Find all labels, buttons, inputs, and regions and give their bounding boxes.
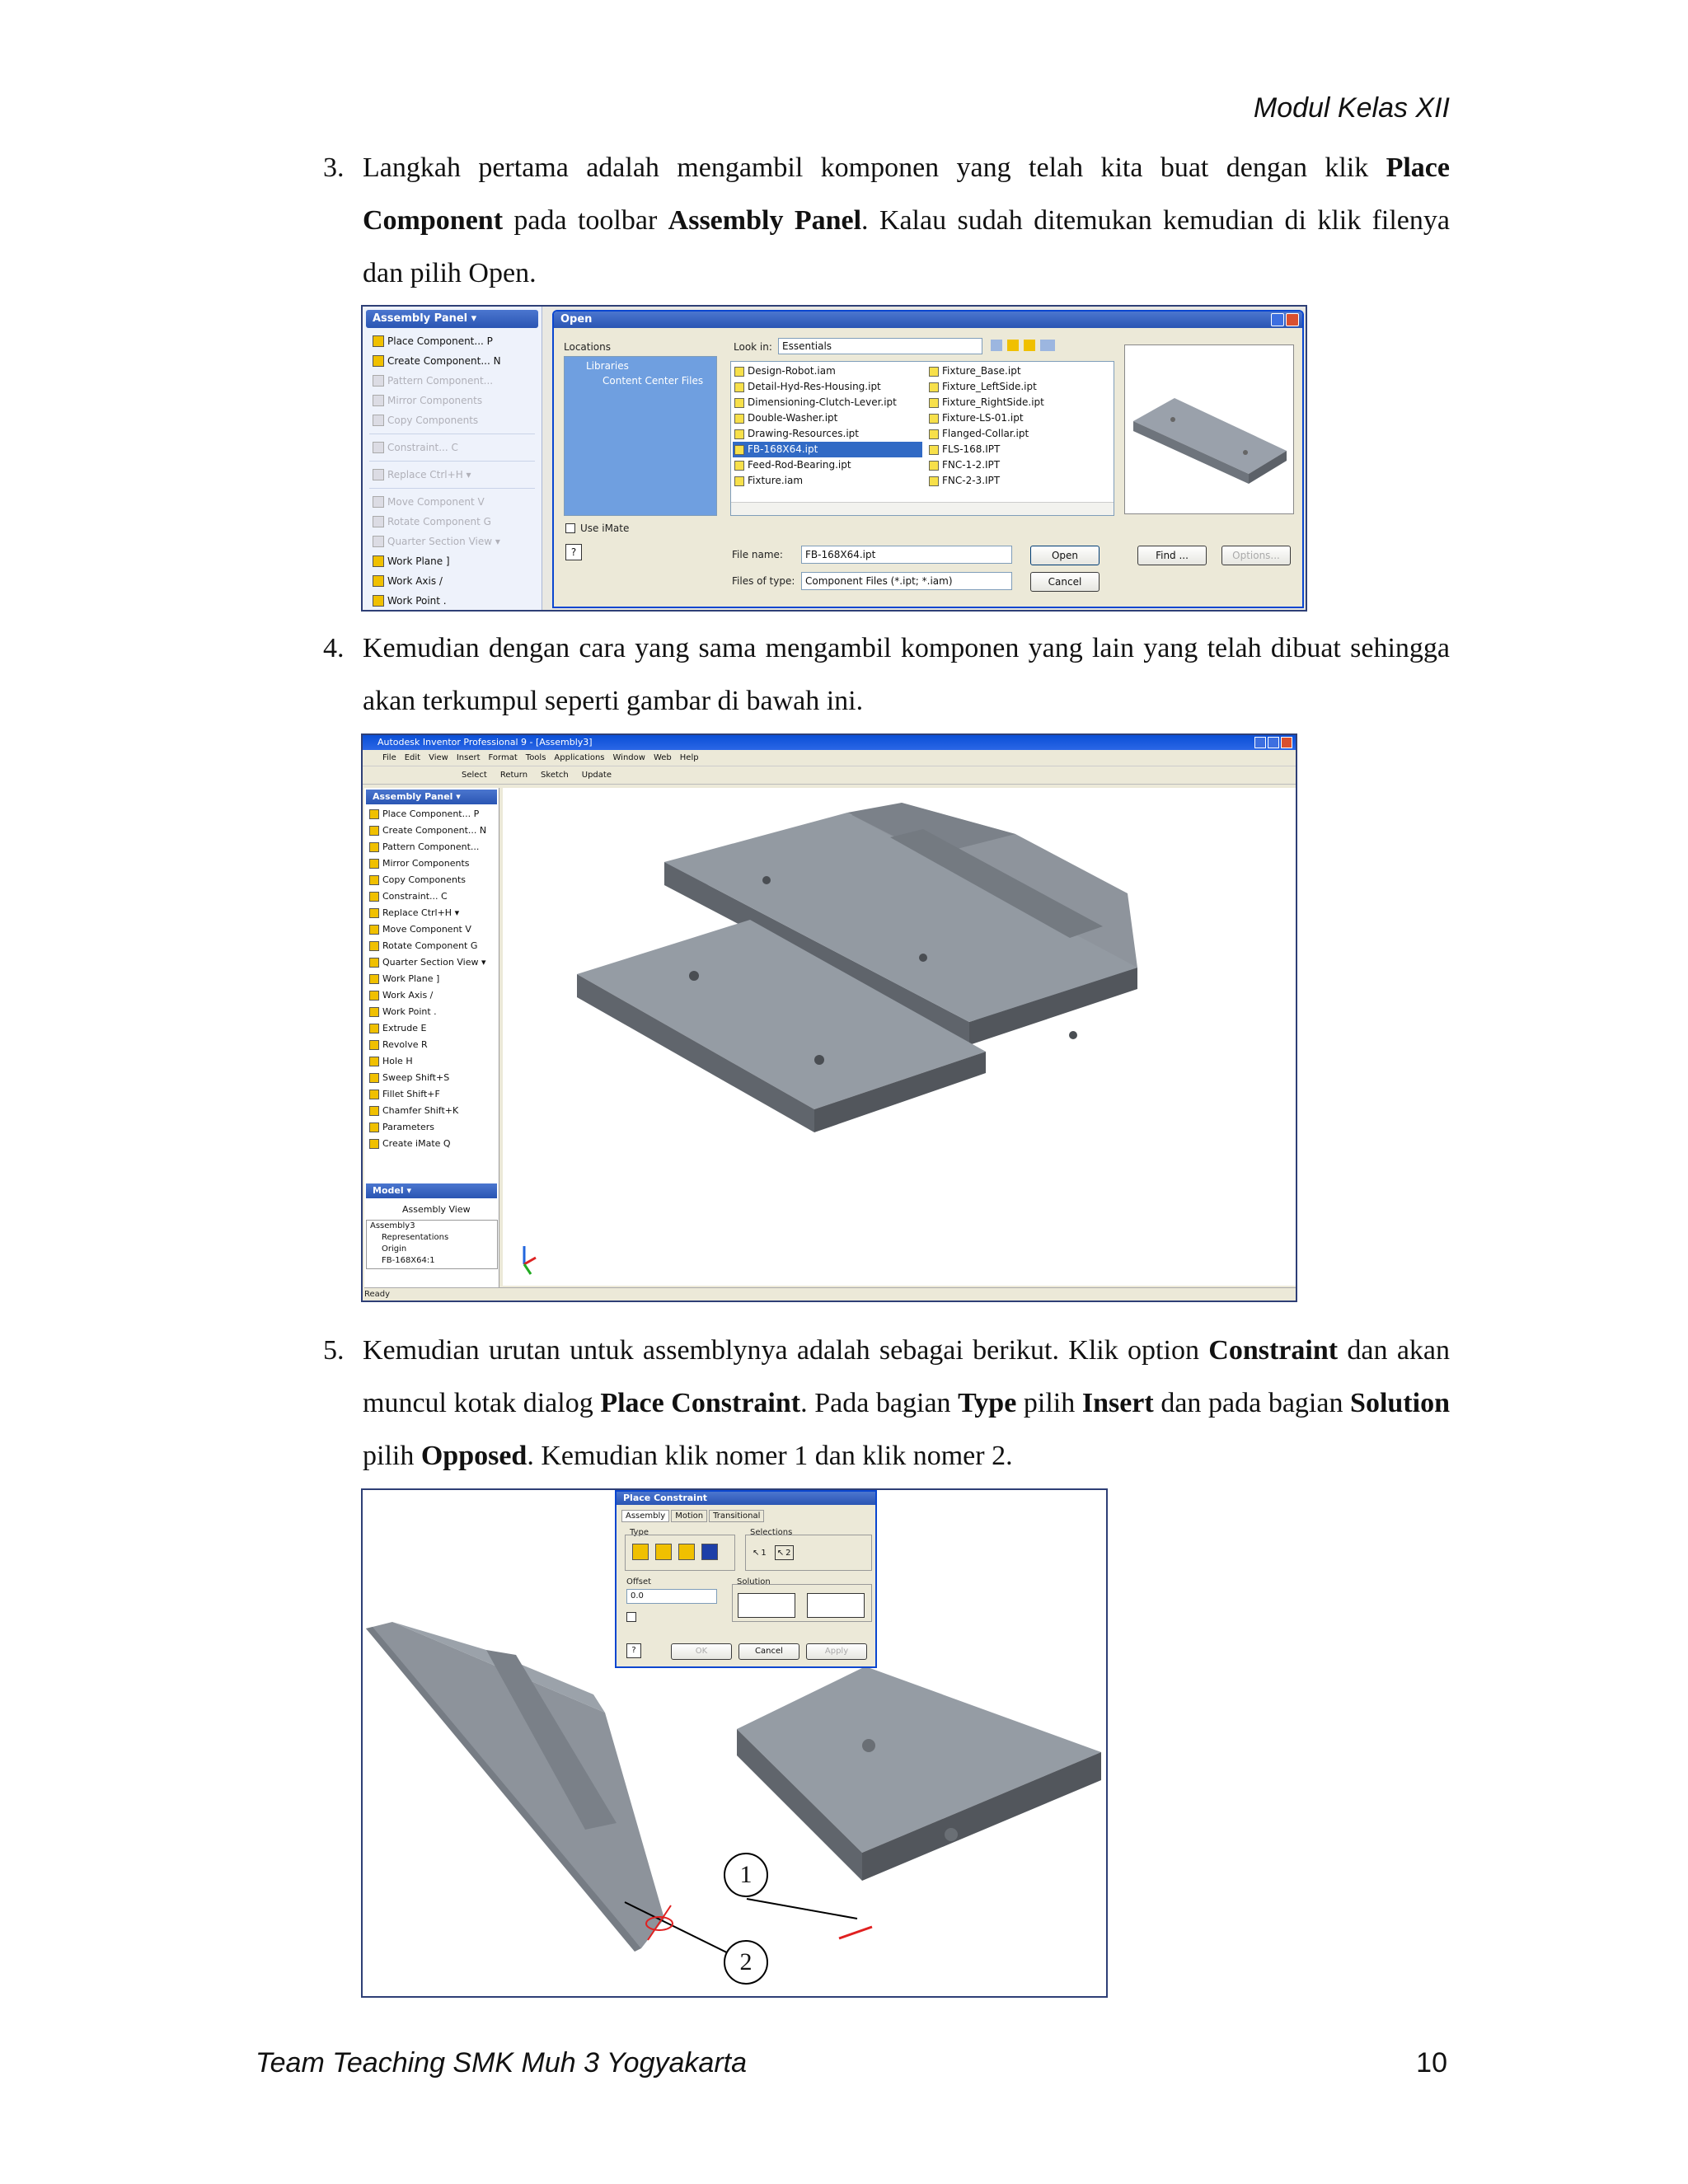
- file-name: Drawing-Resources.ipt: [748, 428, 859, 439]
- separator: [369, 461, 535, 462]
- back-icon[interactable]: [991, 340, 1002, 351]
- tree-node[interactable]: [367, 1232, 497, 1244]
- panel-title[interactable]: Assembly Panel ▾: [366, 310, 538, 328]
- file-name: FB-168X64.ipt: [748, 443, 818, 455]
- panel-item-label: Place Component... P: [387, 335, 493, 347]
- type-group: [625, 1535, 735, 1571]
- panel-item[interactable]: [364, 1103, 499, 1119]
- close-icon[interactable]: [1281, 737, 1292, 748]
- help-icon[interactable]: ?: [626, 1643, 641, 1658]
- panel-item-label: Quarter Section View ▾: [382, 957, 486, 968]
- file-icon: [929, 382, 939, 392]
- panel-item[interactable]: [364, 971, 499, 987]
- open-dialog: [552, 310, 1304, 608]
- file-name: Fixture_LeftSide.ipt: [942, 381, 1037, 392]
- inventor-window-screenshot: [361, 733, 1297, 1302]
- tree-node-label: Representations: [382, 1233, 449, 1242]
- file-item[interactable]: [927, 457, 1109, 473]
- offset-label: Offset: [626, 1577, 652, 1586]
- toolbar-button[interactable]: Return: [499, 771, 528, 780]
- file-name-input[interactable]: FB-168X64.ipt: [801, 546, 1012, 564]
- tool-icon: [373, 555, 384, 567]
- panel-item[interactable]: [364, 954, 499, 971]
- tool-icon: [369, 908, 379, 918]
- new-folder-icon[interactable]: [1024, 340, 1035, 351]
- offset-input[interactable]: 0.0: [626, 1589, 717, 1604]
- tangent-type-icon[interactable]: [678, 1544, 695, 1560]
- panel-item[interactable]: [364, 806, 499, 823]
- menu-item[interactable]: Insert: [456, 753, 481, 762]
- file-name: FLS-168.IPT: [942, 443, 1001, 455]
- text-run: Langkah pertama adalah mengambil komponen yang telah kita buat dengan klik: [363, 152, 1386, 183]
- panel-item-label: Copy Components: [387, 415, 479, 426]
- panel-item[interactable]: [364, 1037, 499, 1053]
- file-item[interactable]: [733, 442, 922, 457]
- assembly-parts-view: [503, 788, 1296, 1286]
- panel-item[interactable]: [363, 492, 542, 512]
- tool-icon: [373, 496, 384, 508]
- solution-label: Solution: [737, 1577, 771, 1586]
- file-icon: [734, 414, 744, 424]
- panel-item[interactable]: [364, 905, 499, 921]
- file-item[interactable]: [733, 410, 922, 426]
- panel-item[interactable]: [363, 371, 542, 391]
- tool-icon: [373, 415, 384, 426]
- tool-icon: [369, 1007, 379, 1017]
- file-name: Detail-Hyd-Res-Housing.ipt: [748, 381, 881, 392]
- open-button[interactable]: Open: [1030, 546, 1100, 565]
- menu-item[interactable]: Applications: [554, 753, 605, 762]
- panel-item-label: Place Component... P: [382, 808, 480, 819]
- tool-icon: [369, 925, 379, 935]
- tab-assembly[interactable]: Assembly: [621, 1510, 669, 1522]
- panel-item-label: Quarter Section View ▾: [387, 536, 500, 547]
- aligned-solution-button[interactable]: [807, 1593, 865, 1618]
- panel-item[interactable]: [364, 888, 499, 905]
- bold-term: Insert: [1081, 1388, 1154, 1418]
- panel-item[interactable]: [364, 1119, 499, 1136]
- step-text: [363, 622, 1450, 728]
- panel-item-label: Pattern Component...: [387, 375, 494, 387]
- toolbar-button[interactable]: Sketch: [541, 771, 569, 780]
- panel-item-label: Create Component... N: [387, 355, 501, 367]
- panel-item-label: Work Point .: [382, 1006, 437, 1017]
- cursor-icon: ↖: [753, 1548, 760, 1558]
- file-icon: [734, 461, 744, 471]
- tool-icon: [369, 1090, 379, 1099]
- model-title[interactable]: Model ▾: [366, 1183, 497, 1198]
- file-icon: [734, 398, 744, 408]
- panel-item-label: Work Plane ]: [387, 555, 450, 567]
- panel-item-label: Mirror Components: [387, 395, 483, 406]
- panel-item[interactable]: [363, 571, 542, 591]
- window-controls: [1254, 737, 1292, 748]
- app-titlebar: Autodesk Inventor Professional 9 - [Assembly3]: [363, 735, 1296, 750]
- tool-icon: [373, 516, 384, 527]
- ok-button[interactable]: OK: [671, 1643, 732, 1660]
- panel-item[interactable]: [364, 1020, 499, 1037]
- tool-icon: [369, 1139, 379, 1149]
- panel-item-label: Work Axis /: [387, 575, 443, 587]
- files-of-type-label: Files of type:: [732, 575, 795, 587]
- file-item[interactable]: [733, 457, 922, 473]
- panel-item[interactable]: [364, 938, 499, 954]
- tool-icon: [369, 1106, 379, 1116]
- bold-term: Type: [958, 1388, 1017, 1418]
- preview-pane: [1124, 344, 1294, 514]
- page-number: 10: [1416, 2047, 1447, 2079]
- step-number: 4.: [323, 633, 345, 663]
- file-icon: [734, 382, 744, 392]
- text-run: pilih: [1016, 1388, 1082, 1418]
- apply-button[interactable]: Apply: [806, 1643, 867, 1660]
- minimize-icon[interactable]: [1271, 313, 1284, 326]
- dialog-title: Place Constraint: [617, 1492, 875, 1505]
- tool-icon: [373, 575, 384, 587]
- panel-item-label: Constraint... C: [382, 891, 448, 902]
- place-constraint-screenshot: [361, 1488, 1108, 1998]
- panel-item-label: Parameters: [382, 1122, 434, 1132]
- tool-icon: [373, 595, 384, 607]
- selections-group: [745, 1535, 872, 1571]
- file-item[interactable]: [927, 395, 1109, 410]
- file-icon: [929, 398, 939, 408]
- menu-bar: [363, 750, 1296, 766]
- panel-item-label: Rotate Component G: [387, 516, 491, 527]
- tree-node-label: Assembly3: [370, 1221, 415, 1230]
- files-of-type-select[interactable]: Component Files (*.ipt; *.iam): [801, 572, 1012, 590]
- tool-icon: [369, 826, 379, 836]
- triad-icon: [524, 1246, 536, 1274]
- file-item[interactable]: [927, 442, 1109, 457]
- locations-pane: [564, 356, 717, 516]
- file-icon: [734, 445, 744, 455]
- graphics-window: [503, 788, 1296, 1286]
- look-in-select[interactable]: Essentials: [778, 338, 982, 354]
- text-run: . Kemudian klik nomer 1 dan klik nomer 2.: [527, 1441, 1013, 1471]
- text-run: pilih: [363, 1441, 421, 1471]
- browser-panel: [364, 788, 499, 1287]
- constraint-tabs: [621, 1510, 764, 1522]
- toolbar-button[interactable]: Select: [462, 771, 487, 780]
- text-run: dan pada bagian: [1153, 1388, 1351, 1418]
- step-text: [363, 142, 1450, 300]
- panel-item[interactable]: [363, 591, 542, 611]
- open-dialog-screenshot: [361, 305, 1307, 612]
- solution-group: [732, 1584, 872, 1622]
- tree-node[interactable]: [367, 1244, 497, 1255]
- panel-item[interactable]: [363, 465, 542, 485]
- bold-term: Place Constraint: [600, 1388, 801, 1418]
- text-run: Kemudian urutan untuk assemblynya adalah sebagai berikut. Klik option: [363, 1335, 1209, 1366]
- panel-item-label: Replace Ctrl+H ▾: [382, 907, 460, 918]
- page-header: Modul Kelas XII: [1253, 92, 1450, 124]
- tool-icon: [369, 941, 379, 951]
- panel-item[interactable]: [364, 1070, 499, 1086]
- tool-icon: [373, 442, 384, 453]
- text-run: dan akan muncul kotak dialog: [363, 1335, 1450, 1418]
- file-icon: [929, 445, 939, 455]
- step-number: 3.: [323, 152, 345, 183]
- tool-icon: [369, 892, 379, 902]
- text-run: pada toolbar: [503, 205, 668, 236]
- tool-icon: [373, 536, 384, 547]
- horizontal-scrollbar[interactable]: [731, 502, 1114, 515]
- up-folder-icon[interactable]: [1007, 340, 1019, 351]
- bold-term: Solution: [1350, 1388, 1450, 1418]
- text-run: Kemudian dengan cara yang sama mengambil komponen yang lain yang telah dibuat sehingga akan terkumpul seperti gambar di bawah ini.: [363, 633, 1450, 716]
- file-icon: [929, 414, 939, 424]
- cursor-icon: ↖: [776, 1548, 785, 1558]
- file-name: Flanged-Collar.ipt: [942, 428, 1029, 439]
- panel-item[interactable]: [364, 823, 499, 839]
- nav-toolbar: [991, 340, 1055, 351]
- menu-item[interactable]: Web: [653, 753, 672, 762]
- panel-item-label: Extrude E: [382, 1023, 427, 1033]
- checkbox-icon[interactable]: [565, 523, 575, 533]
- panel-item-label: Sweep Shift+S: [382, 1072, 450, 1083]
- file-icon: [929, 461, 939, 471]
- panel-item-label: Create iMate Q: [382, 1138, 451, 1149]
- tool-icon: [373, 395, 384, 406]
- cancel-button[interactable]: Cancel: [1030, 572, 1100, 592]
- file-item[interactable]: [927, 363, 1109, 379]
- file-name: FNC-1-2.IPT: [942, 459, 1001, 471]
- file-name: FNC-2-3.IPT: [942, 475, 1001, 486]
- tree-node[interactable]: [367, 1255, 497, 1267]
- angle-type-icon[interactable]: [655, 1544, 672, 1560]
- panel-item[interactable]: [364, 855, 499, 872]
- file-icon: [929, 476, 939, 486]
- panel-item-label: Work Plane ]: [382, 973, 440, 984]
- insert-type-icon[interactable]: [701, 1544, 718, 1560]
- panel-item[interactable]: [364, 839, 499, 855]
- file-item[interactable]: [733, 395, 922, 410]
- panel-item-label: Fillet Shift+F: [382, 1089, 440, 1099]
- close-icon[interactable]: [1286, 313, 1299, 326]
- step-text: [363, 1324, 1450, 1483]
- file-item[interactable]: [927, 426, 1109, 442]
- panel-item-label: Move Component V: [382, 924, 471, 935]
- tool-icon: [369, 958, 379, 968]
- file-name: Dimensioning-Clutch-Lever.ipt: [748, 396, 897, 408]
- file-name: Fixture_Base.ipt: [942, 365, 1021, 377]
- part-preview: [1125, 345, 1295, 515]
- panel-item[interactable]: [364, 921, 499, 938]
- location-content-center[interactable]: Content Center Files: [603, 375, 704, 387]
- panel-item[interactable]: [363, 410, 542, 430]
- file-item[interactable]: [733, 426, 922, 442]
- panel-item[interactable]: [364, 1004, 499, 1020]
- menu-item[interactable]: Edit: [404, 753, 421, 762]
- file-item[interactable]: [733, 379, 922, 395]
- panel-item-label: Mirror Components: [382, 858, 470, 869]
- tool-icon: [369, 991, 379, 1001]
- menu-item[interactable]: Window: [612, 753, 645, 762]
- panel-item-label: Replace Ctrl+H ▾: [387, 469, 471, 480]
- panel-item-label: Work Point .: [387, 595, 447, 607]
- panel-item[interactable]: [363, 391, 542, 410]
- model-view-select[interactable]: Assembly View: [402, 1204, 471, 1215]
- menu-item[interactable]: View: [429, 753, 448, 762]
- cancel-button[interactable]: Cancel: [738, 1643, 799, 1660]
- file-name: Double-Washer.ipt: [748, 412, 838, 424]
- file-icon: [734, 367, 744, 377]
- options-button[interactable]: Options...: [1221, 546, 1291, 565]
- text-run: . Pada bagian: [800, 1388, 959, 1418]
- panel-item[interactable]: [363, 551, 542, 571]
- selection-1-button[interactable]: ↖ 1: [753, 1548, 767, 1558]
- menu-item[interactable]: Format: [488, 753, 518, 762]
- toolbar-button[interactable]: Update: [581, 771, 612, 780]
- file-icon: [929, 429, 939, 439]
- separator: [369, 488, 535, 489]
- footer-text: Team Teaching SMK Muh 3 Yogyakarta: [256, 2047, 747, 2079]
- tree-node-label: FB-168X64:1: [382, 1256, 435, 1265]
- tool-icon: [369, 875, 379, 885]
- locations-label: Locations: [564, 341, 612, 353]
- file-item[interactable]: [927, 473, 1109, 489]
- tool-icon: [373, 335, 384, 347]
- dialog-title: Open: [554, 312, 1302, 328]
- help-icon[interactable]: ?: [565, 544, 582, 560]
- tool-icon: [369, 974, 379, 984]
- step-number: 5.: [323, 1335, 345, 1366]
- panel-item[interactable]: [363, 331, 542, 351]
- file-item[interactable]: [733, 363, 922, 379]
- panel-item[interactable]: [364, 987, 499, 1004]
- find-button[interactable]: Find ...: [1137, 546, 1207, 565]
- selection-2-button[interactable]: ↖ 2: [775, 1545, 794, 1560]
- panel-item[interactable]: [363, 351, 542, 371]
- minimize-icon[interactable]: [1254, 737, 1266, 748]
- tool-icon: [369, 1073, 379, 1083]
- file-name: Fixture.iam: [748, 475, 804, 486]
- tool-icon: [369, 809, 379, 819]
- file-name-label: File name:: [732, 549, 783, 560]
- tree-node-label: Origin: [382, 1244, 407, 1254]
- location-libraries[interactable]: Libraries: [586, 360, 629, 372]
- tool-icon: [373, 469, 384, 480]
- maximize-icon[interactable]: [1268, 737, 1279, 748]
- use-imate-checkbox[interactable]: Use iMate: [565, 523, 629, 534]
- tab-transitional[interactable]: Transitional: [709, 1510, 764, 1522]
- window-controls: [1271, 313, 1299, 326]
- bold-term: Place Component: [363, 152, 1450, 236]
- tool-icon: [369, 842, 379, 852]
- file-name: Fixture_RightSide.ipt: [942, 396, 1044, 408]
- tool-icon: [369, 1040, 379, 1050]
- tool-icon: [369, 1122, 379, 1132]
- menu-item[interactable]: Help: [679, 753, 699, 762]
- panel-item-label: Copy Components: [382, 874, 466, 885]
- panel-item-label: Constraint... C: [387, 442, 458, 453]
- file-item[interactable]: [927, 410, 1109, 426]
- panel-item[interactable]: [364, 1086, 499, 1103]
- file-list: [730, 361, 1114, 516]
- menu-item[interactable]: Tools: [525, 753, 546, 762]
- tool-icon: [369, 1057, 379, 1066]
- tree-node[interactable]: [367, 1221, 497, 1232]
- panel-item-label: Chamfer Shift+K: [382, 1105, 459, 1116]
- opposed-solution-button[interactable]: [738, 1593, 795, 1618]
- panel-item-label: Pattern Component...: [382, 841, 480, 852]
- file-icon: [734, 476, 744, 486]
- selections-label: Selections: [750, 1528, 793, 1537]
- file-item[interactable]: [733, 473, 922, 489]
- assembly-panel: [363, 307, 542, 612]
- panel-item[interactable]: [363, 532, 542, 551]
- tool-icon: [369, 859, 379, 869]
- panel-item[interactable]: [363, 512, 542, 532]
- callout-1: 1: [724, 1853, 768, 1897]
- mate-type-icon[interactable]: [632, 1544, 649, 1560]
- file-name: Design-Robot.iam: [748, 365, 836, 377]
- panel-item-label: Work Axis /: [382, 990, 434, 1001]
- panel-item[interactable]: [364, 872, 499, 888]
- tool-icon: [369, 1024, 379, 1033]
- look-in-label: Look in:: [734, 341, 772, 353]
- tool-icon: [373, 355, 384, 367]
- panel-item-label: Move Component V: [387, 496, 485, 508]
- file-name: Fixture-LS-01.ipt: [942, 412, 1024, 424]
- panel-item[interactable]: [364, 1136, 499, 1152]
- step-4: [323, 622, 1450, 728]
- callout-2: 2: [724, 1940, 768, 1985]
- panel-item[interactable]: [364, 1053, 499, 1070]
- bold-term: Opposed: [420, 1441, 528, 1471]
- file-icon: [734, 429, 744, 439]
- file-name: Feed-Rod-Bearing.ipt: [748, 459, 851, 471]
- step-3: [323, 142, 1450, 300]
- panel-item-label: Hole H: [382, 1056, 413, 1066]
- type-label: Type: [630, 1528, 649, 1537]
- status-bar: Ready: [364, 1287, 1297, 1301]
- standard-toolbar: [363, 766, 1296, 785]
- panel-item-label: Revolve R: [382, 1039, 428, 1050]
- bold-term: Assembly Panel: [668, 205, 862, 236]
- bold-term: Constraint: [1208, 1335, 1339, 1366]
- view-menu-icon[interactable]: [1040, 340, 1055, 351]
- panel-title[interactable]: Assembly Panel ▾: [366, 790, 497, 804]
- file-icon: [929, 367, 939, 377]
- file-item[interactable]: [927, 379, 1109, 395]
- place-constraint-dialog: [615, 1490, 877, 1668]
- panel-item[interactable]: [363, 438, 542, 457]
- panel-item-label: Create Component... N: [382, 825, 487, 836]
- step-5: [323, 1324, 1450, 1483]
- text-run: . Kalau sudah ditemukan kemudian di klik filenya dan pilih Open.: [363, 205, 1450, 288]
- show-preview-checkbox[interactable]: [626, 1612, 636, 1622]
- menu-item[interactable]: File: [382, 753, 396, 762]
- tab-motion[interactable]: Motion: [671, 1510, 707, 1522]
- panel-item-label: Rotate Component G: [382, 940, 478, 951]
- tool-icon: [373, 375, 384, 387]
